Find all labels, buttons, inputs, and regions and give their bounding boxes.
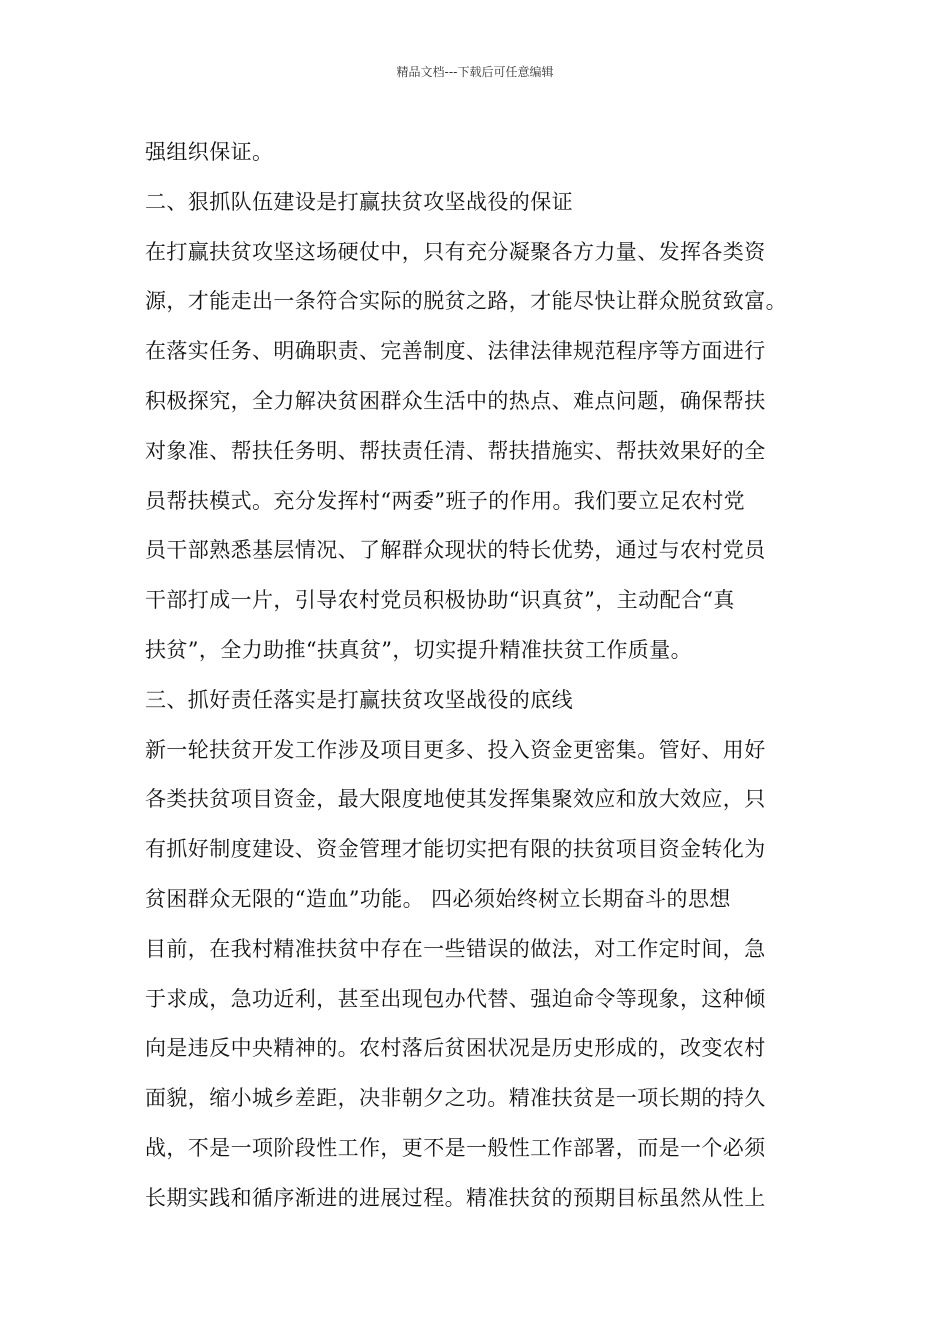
text-line: 在落实任务、明确职责、完善制度、法律法律规范程序等方面进行 (145, 339, 766, 364)
text-line: 员干部熟悉基层情况、了解群众现状的特长优势，通过与农村党员 (145, 538, 766, 563)
text-line: 强组织保证。 (145, 140, 274, 164)
text-line: 长期实践和循序渐进的进展过程。精准扶贫的预期目标虽然从性上 (145, 1185, 766, 1210)
text-line: 员帮扶模式。充分发挥村“两委”班子的作用。我们要立足农村党 (145, 488, 746, 513)
document-body (145, 132, 825, 1228)
text-line: 新一轮扶贫开发工作涉及项目更多、投入资金更密集。管好、用好 (145, 737, 766, 762)
text-line: 扶贫”，全力助推“扶真贫”，切实提升精准扶贫工作质量。 (145, 637, 693, 662)
text-line: 源，才能走出一条符合实际的脱贫之路，才能尽快让群众脱贫致富。 (145, 289, 787, 314)
text-line: 于求成，急功近利，甚至出现包办代替、强迫命令等现象，这种倾 (145, 986, 766, 1011)
text-line: 各类扶贫项目资金，最大限度地使其发挥集聚效应和放大效应，只 (145, 787, 766, 812)
text-line: 积极探究，全力解决贫困群众生活中的热点、难点问题，确保帮扶 (145, 388, 766, 413)
section-heading: 二、狠抓队伍建设是打赢扶贫攻坚战役的保证 (145, 189, 573, 214)
text-line: 有抓好制度建设、资金管理才能切实把有限的扶贫项目资金转化为 (145, 837, 766, 862)
text-line: 贫困群众无限的“造血”功能。 四必须始终树立长期奋斗的思想 (145, 886, 731, 911)
section-heading: 三、抓好责任落实是打赢扶贫攻坚战役的底线 (145, 687, 573, 712)
text-line: 向是违反中央精神的。农村落后贫困状况是历史形成的，改变农村 (145, 1036, 766, 1061)
text-line: 干部打成一片，引导农村党员积极协助“识真贫”，主动配合“真 (145, 588, 735, 613)
text-line: 战，不是一项阶段性工作，更不是一般性工作部署，而是一个必须 (145, 1135, 766, 1160)
text-line: 在打赢扶贫攻坚这场硬仗中，只有充分凝聚各方力量、发挥各类资 (145, 239, 766, 264)
text-line: 目前，在我村精准扶贫中存在一些错误的做法，对工作定时间，急 (145, 936, 766, 961)
text-line: 面貌，缩小城乡差距，决非朝夕之功。精准扶贫是一项长期的持久 (145, 1086, 766, 1111)
page-header: 精品文档---下载后可任意编辑 (396, 65, 554, 79)
text-line: 对象准、帮扶任务明、帮扶责任清、帮扶措施实、帮扶效果好的全 (145, 438, 766, 463)
